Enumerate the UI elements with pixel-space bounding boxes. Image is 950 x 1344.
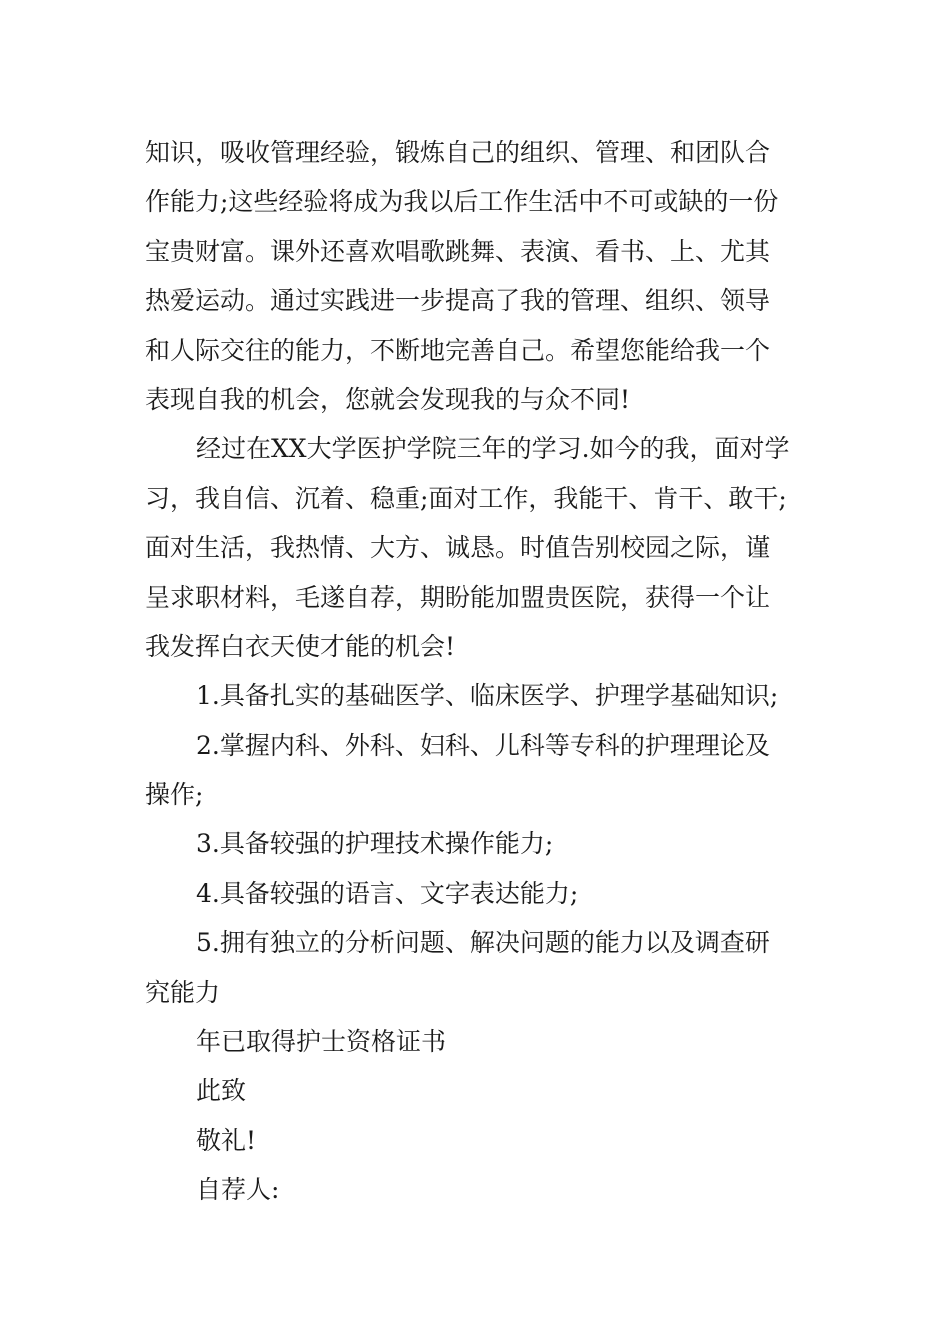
text-line: 究能力 bbox=[145, 977, 221, 1007]
certificate-line: 年已取得护士资格证书 bbox=[196, 1027, 447, 1057]
text-line: 呈求职材料，毛遂自荐，期盼能加盟贵医院，获得一个让 bbox=[145, 582, 771, 612]
text-line: 作能力;这些经验将成为我以后工作生活中不可或缺的一份 bbox=[145, 187, 779, 217]
text-line: 知识，吸收管理经验，锻炼自己的组织、管理、和团队合 bbox=[145, 138, 771, 167]
list-item-3: 3.具备较强的护理技术操作能力; bbox=[196, 829, 554, 859]
text-line: 热爱运动。通过实践进一步提高了我的管理、组织、领导 bbox=[145, 286, 771, 316]
list-item-4: 4.具备较强的语言、文字表达能力; bbox=[196, 878, 579, 908]
text-line: 宝贵财富。课外还喜欢唱歌跳舞、表演、看书、上、尤其 bbox=[145, 236, 771, 266]
paragraph-start-line: 经过在XX大学医护学院三年的学习.如今的我，面对学 bbox=[196, 434, 790, 464]
salutation-line: 敬礼! bbox=[196, 1125, 257, 1155]
text-line: 操作; bbox=[145, 780, 204, 810]
text-line: 和人际交往的能力，不断地完善自己。希望您能给我一个 bbox=[145, 335, 771, 365]
text-line: 表现自我的机会，您就会发现我的与众不同! bbox=[145, 384, 631, 414]
text-line: 习，我自信、沉着、稳重;面对工作，我能干、肯干、敢干; bbox=[145, 483, 787, 513]
signature-line: 自荐人: bbox=[196, 1175, 280, 1205]
list-item-2: 2.掌握内科、外科、妇科、儿科等专科的护理理论及 bbox=[196, 730, 770, 760]
closing-line: 此致 bbox=[196, 1076, 247, 1106]
letter-body bbox=[145, 128, 825, 1215]
text-line: 面对生活，我热情、大方、诚恳。时值告别校园之际，谨 bbox=[145, 533, 771, 563]
list-item-1: 1.具备扎实的基础医学、临床医学、护理学基础知识; bbox=[196, 681, 779, 711]
text-line: 我发挥白衣天使才能的机会! bbox=[145, 631, 456, 661]
list-item-5: 5.拥有独立的分析问题、解决问题的能力以及调查研 bbox=[196, 928, 770, 958]
